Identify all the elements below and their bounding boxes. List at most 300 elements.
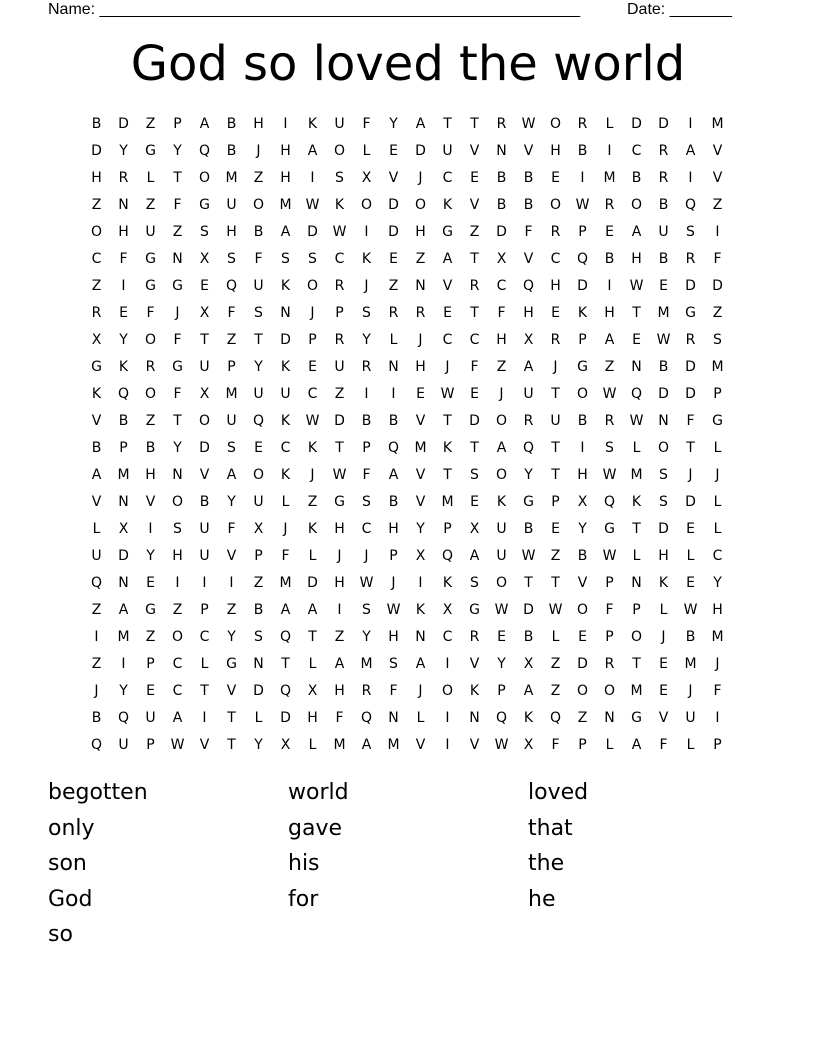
grid-letter: U bbox=[280, 386, 291, 402]
grid-letter: T bbox=[173, 170, 182, 186]
grid-letter: J bbox=[391, 575, 396, 591]
grid-letter: E bbox=[146, 683, 155, 699]
grid-letter: E bbox=[470, 170, 479, 186]
grid-letter: V bbox=[415, 737, 426, 753]
word-bank-item: begotten bbox=[48, 780, 148, 805]
grid-letter: A bbox=[172, 710, 183, 726]
grid-letter: T bbox=[551, 386, 560, 402]
word-bank bbox=[48, 778, 768, 958]
grid-letter: W bbox=[548, 602, 563, 618]
grid-letter: L bbox=[659, 602, 668, 618]
grid-letter: I bbox=[445, 656, 450, 672]
grid-letter: H bbox=[226, 224, 237, 240]
grid-row bbox=[83, 465, 731, 492]
grid-letter: S bbox=[605, 440, 614, 456]
grid-letter: S bbox=[254, 305, 263, 321]
grid-letter: U bbox=[145, 710, 156, 726]
grid-letter: X bbox=[577, 494, 588, 510]
grid-letter: B bbox=[91, 710, 102, 726]
grid-letter: V bbox=[199, 467, 210, 483]
grid-letter: B bbox=[199, 494, 210, 510]
grid-letter: F bbox=[713, 683, 722, 699]
grid-letter: L bbox=[713, 494, 722, 510]
grid-letter: N bbox=[118, 494, 129, 510]
grid-letter: E bbox=[551, 521, 560, 537]
grid-letter: M bbox=[414, 440, 427, 456]
grid-letter: X bbox=[199, 386, 210, 402]
grid-letter: Z bbox=[226, 602, 237, 618]
grid-letter: A bbox=[415, 116, 426, 132]
grid-row bbox=[83, 384, 731, 411]
grid-letter: V bbox=[469, 143, 480, 159]
grid-letter: B bbox=[91, 116, 102, 132]
grid-letter: V bbox=[523, 251, 534, 267]
grid-letter: N bbox=[388, 710, 399, 726]
word-bank-item: God bbox=[48, 886, 93, 912]
grid-letter: H bbox=[496, 332, 507, 348]
grid-letter: N bbox=[658, 413, 669, 429]
grid-letter: F bbox=[362, 116, 371, 132]
grid-letter: Z bbox=[172, 602, 183, 618]
grid-letter: C bbox=[712, 548, 723, 564]
grid-letter: S bbox=[389, 656, 398, 672]
name-line: Name: ______________________________________________________ bbox=[48, 1, 581, 18]
grid-letter: D bbox=[118, 548, 129, 564]
grid-letter: Z bbox=[469, 224, 480, 240]
grid-letter: M bbox=[441, 494, 454, 510]
grid-letter: R bbox=[118, 170, 129, 186]
word-bank-item: his bbox=[288, 851, 320, 876]
grid-letter: D bbox=[685, 386, 696, 402]
grid-letter: D bbox=[631, 116, 642, 132]
grid-letter: F bbox=[551, 737, 560, 753]
grid-letter: W bbox=[629, 278, 644, 294]
grid-letter: O bbox=[603, 683, 616, 699]
grid-letter: D bbox=[199, 440, 210, 456]
grid-letter: B bbox=[577, 413, 588, 429]
grid-letter: A bbox=[118, 602, 129, 618]
grid-letter: O bbox=[90, 224, 103, 240]
grid-letter: C bbox=[361, 521, 372, 537]
grid-letter: S bbox=[335, 170, 344, 186]
grid-letter: B bbox=[388, 494, 399, 510]
grid-letter: V bbox=[91, 413, 102, 429]
grid-letter: W bbox=[386, 602, 401, 618]
grid-letter: S bbox=[659, 494, 668, 510]
grid-letter: M bbox=[333, 737, 346, 753]
grid-letter: M bbox=[360, 656, 373, 672]
grid-letter: Q bbox=[522, 440, 535, 456]
grid-letter: Z bbox=[577, 710, 588, 726]
grid-letter: I bbox=[202, 575, 207, 591]
grid-letter: P bbox=[443, 521, 452, 537]
grid-letter: O bbox=[360, 197, 373, 213]
grid-letter: Y bbox=[389, 116, 398, 132]
grid-letter: H bbox=[334, 521, 345, 537]
grid-letter: Z bbox=[334, 386, 345, 402]
grid-letter: A bbox=[685, 143, 696, 159]
grid-letter: L bbox=[605, 116, 614, 132]
grid-letter: V bbox=[226, 548, 237, 564]
grid-letter: T bbox=[443, 467, 452, 483]
grid-letter: A bbox=[388, 467, 399, 483]
grid-letter: Z bbox=[253, 170, 264, 186]
grid-letter: Q bbox=[279, 683, 292, 699]
grid-letter: J bbox=[499, 386, 504, 402]
grid-letter: F bbox=[173, 197, 182, 213]
grid-letter: Y bbox=[578, 521, 587, 537]
grid-letter: G bbox=[685, 305, 696, 321]
grid-letter: O bbox=[306, 278, 319, 294]
grid-letter: U bbox=[496, 548, 507, 564]
grid-letter: V bbox=[523, 143, 534, 159]
grid-letter: L bbox=[308, 548, 317, 564]
grid-letter: J bbox=[688, 467, 693, 483]
grid-letter: Q bbox=[522, 278, 535, 294]
grid-letter: K bbox=[307, 116, 318, 132]
grid-letter: M bbox=[711, 629, 724, 645]
grid-letter: E bbox=[200, 278, 209, 294]
grid-letter: X bbox=[307, 683, 318, 699]
grid-letter: U bbox=[550, 413, 561, 429]
grid-letter: E bbox=[119, 305, 128, 321]
grid-letter: R bbox=[685, 332, 696, 348]
grid-letter: N bbox=[604, 710, 615, 726]
grid-letter: W bbox=[170, 737, 185, 753]
grid-letter: F bbox=[389, 683, 398, 699]
grid-letter: F bbox=[254, 251, 263, 267]
grid-letter: D bbox=[469, 413, 480, 429]
grid-letter: P bbox=[254, 548, 263, 564]
grid-letter: I bbox=[391, 386, 396, 402]
grid-letter: Y bbox=[173, 440, 182, 456]
grid-letter: S bbox=[713, 332, 722, 348]
word-bank-item: gave bbox=[288, 815, 343, 841]
grid-letter: P bbox=[119, 440, 128, 456]
grid-letter: E bbox=[659, 278, 668, 294]
grid-letter: K bbox=[118, 359, 129, 375]
grid-letter: U bbox=[199, 548, 210, 564]
grid-letter: G bbox=[91, 359, 102, 375]
grid-letter: J bbox=[418, 170, 423, 186]
grid-letter: B bbox=[631, 170, 642, 186]
word-search-grid bbox=[83, 114, 731, 762]
grid-letter: D bbox=[577, 278, 588, 294]
grid-letter: C bbox=[442, 170, 453, 186]
grid-letter: G bbox=[172, 278, 183, 294]
grid-letter: R bbox=[604, 197, 615, 213]
grid-letter: B bbox=[658, 197, 669, 213]
grid-letter: S bbox=[173, 521, 182, 537]
grid-letter: Q bbox=[360, 710, 373, 726]
grid-letter: N bbox=[631, 575, 642, 591]
grid-letter: R bbox=[415, 305, 426, 321]
grid-letter: J bbox=[310, 305, 315, 321]
grid-letter: A bbox=[604, 332, 615, 348]
grid-letter: K bbox=[361, 251, 372, 267]
grid-letter: B bbox=[91, 440, 102, 456]
grid-letter: J bbox=[283, 521, 288, 537]
grid-letter: T bbox=[200, 683, 209, 699]
grid-letter: L bbox=[686, 548, 695, 564]
grid-letter: E bbox=[443, 305, 452, 321]
grid-letter: K bbox=[280, 467, 291, 483]
grid-letter: M bbox=[630, 467, 643, 483]
grid-letter: L bbox=[713, 440, 722, 456]
grid-letter: T bbox=[686, 440, 695, 456]
grid-letter: V bbox=[469, 197, 480, 213]
grid-letter: M bbox=[117, 467, 130, 483]
grid-letter: U bbox=[334, 359, 345, 375]
grid-letter: G bbox=[172, 359, 183, 375]
grid-row bbox=[83, 114, 731, 141]
grid-letter: Q bbox=[90, 737, 103, 753]
grid-letter: R bbox=[658, 143, 669, 159]
grid-letter: H bbox=[415, 359, 426, 375]
grid-letter: H bbox=[280, 143, 291, 159]
grid-letter: Y bbox=[227, 494, 236, 510]
grid-letter: I bbox=[418, 575, 423, 591]
grid-letter: A bbox=[523, 359, 534, 375]
grid-letter: F bbox=[173, 332, 182, 348]
grid-letter: J bbox=[553, 359, 558, 375]
grid-letter: T bbox=[632, 305, 641, 321]
grid-letter: C bbox=[631, 143, 642, 159]
grid-letter: U bbox=[253, 494, 264, 510]
grid-letter: A bbox=[469, 548, 480, 564]
grid-letter: P bbox=[605, 575, 614, 591]
grid-letter: M bbox=[117, 629, 130, 645]
grid-row bbox=[83, 492, 731, 519]
grid-letter: T bbox=[632, 656, 641, 672]
grid-letter: L bbox=[308, 656, 317, 672]
grid-letter: P bbox=[227, 359, 236, 375]
grid-letter: D bbox=[388, 224, 399, 240]
grid-letter: G bbox=[523, 494, 534, 510]
grid-letter: V bbox=[577, 575, 588, 591]
grid-letter: O bbox=[549, 197, 562, 213]
grid-letter: D bbox=[388, 197, 399, 213]
grid-letter: M bbox=[711, 116, 724, 132]
grid-letter: U bbox=[442, 143, 453, 159]
grid-letter: F bbox=[227, 521, 236, 537]
grid-letter: F bbox=[335, 710, 344, 726]
grid-letter: T bbox=[200, 332, 209, 348]
grid-letter: H bbox=[658, 548, 669, 564]
grid-letter: I bbox=[121, 656, 126, 672]
grid-letter: M bbox=[279, 197, 292, 213]
grid-letter: X bbox=[361, 170, 372, 186]
grid-letter: D bbox=[415, 143, 426, 159]
grid-letter: V bbox=[415, 467, 426, 483]
grid-row bbox=[83, 573, 731, 600]
grid-row bbox=[83, 735, 731, 762]
grid-letter: E bbox=[578, 629, 587, 645]
grid-letter: G bbox=[469, 602, 480, 618]
grid-letter: K bbox=[442, 575, 453, 591]
grid-letter: N bbox=[631, 359, 642, 375]
grid-letter: X bbox=[523, 332, 534, 348]
grid-letter: H bbox=[523, 305, 534, 321]
grid-letter: J bbox=[715, 467, 720, 483]
grid-letter: Y bbox=[119, 683, 128, 699]
grid-letter: K bbox=[496, 494, 507, 510]
grid-letter: H bbox=[253, 116, 264, 132]
grid-letter: U bbox=[226, 413, 237, 429]
grid-letter: K bbox=[469, 683, 480, 699]
grid-letter: V bbox=[442, 278, 453, 294]
grid-row bbox=[83, 600, 731, 627]
grid-letter: Z bbox=[712, 305, 723, 321]
grid-letter: M bbox=[279, 575, 292, 591]
word-bank-item: only bbox=[48, 815, 95, 841]
grid-letter: L bbox=[254, 710, 263, 726]
grid-letter: V bbox=[91, 494, 102, 510]
grid-letter: X bbox=[91, 332, 102, 348]
grid-letter: J bbox=[175, 305, 180, 321]
grid-letter: P bbox=[713, 386, 722, 402]
grid-letter: B bbox=[685, 629, 696, 645]
grid-letter: Q bbox=[630, 386, 643, 402]
grid-letter: Q bbox=[576, 251, 589, 267]
grid-letter: W bbox=[602, 548, 617, 564]
grid-letter: S bbox=[362, 494, 371, 510]
grid-letter: B bbox=[361, 413, 372, 429]
grid-letter: K bbox=[334, 197, 345, 213]
grid-row bbox=[83, 708, 731, 735]
grid-letter: X bbox=[280, 737, 291, 753]
grid-letter: B bbox=[523, 521, 534, 537]
grid-letter: Y bbox=[119, 332, 128, 348]
grid-letter: P bbox=[146, 656, 155, 672]
grid-row bbox=[83, 546, 731, 573]
grid-letter: M bbox=[387, 737, 400, 753]
grid-letter: A bbox=[631, 224, 642, 240]
grid-letter: H bbox=[91, 170, 102, 186]
grid-letter: E bbox=[632, 332, 641, 348]
grid-letter: O bbox=[549, 116, 562, 132]
grid-letter: H bbox=[388, 629, 399, 645]
grid-letter: K bbox=[307, 521, 318, 537]
grid-letter: H bbox=[334, 683, 345, 699]
grid-letter: S bbox=[200, 224, 209, 240]
grid-letter: I bbox=[580, 170, 585, 186]
grid-letter: Q bbox=[549, 710, 562, 726]
grid-letter: Z bbox=[415, 251, 426, 267]
grid-letter: E bbox=[389, 143, 398, 159]
grid-letter: H bbox=[631, 251, 642, 267]
grid-letter: Z bbox=[226, 332, 237, 348]
grid-letter: R bbox=[550, 224, 561, 240]
grid-letter: D bbox=[658, 521, 669, 537]
grid-letter: E bbox=[416, 386, 425, 402]
grid-letter: E bbox=[146, 575, 155, 591]
grid-letter: K bbox=[577, 305, 588, 321]
grid-letter: O bbox=[495, 467, 508, 483]
word-bank-item: world bbox=[288, 780, 349, 805]
grid-letter: J bbox=[364, 278, 369, 294]
grid-letter: X bbox=[496, 251, 507, 267]
grid-letter: L bbox=[362, 143, 371, 159]
grid-letter: Z bbox=[307, 494, 318, 510]
grid-letter: R bbox=[145, 359, 156, 375]
grid-letter: P bbox=[605, 629, 614, 645]
grid-letter: H bbox=[118, 224, 129, 240]
grid-letter: I bbox=[283, 116, 288, 132]
grid-letter: H bbox=[712, 602, 723, 618]
grid-letter: R bbox=[550, 332, 561, 348]
grid-letter: Z bbox=[172, 224, 183, 240]
grid-letter: Q bbox=[279, 629, 292, 645]
grid-letter: B bbox=[118, 413, 129, 429]
grid-letter: F bbox=[524, 224, 533, 240]
grid-letter: B bbox=[604, 251, 615, 267]
grid-letter: O bbox=[252, 467, 265, 483]
grid-letter: H bbox=[145, 467, 156, 483]
grid-letter: W bbox=[521, 548, 536, 564]
grid-letter: Z bbox=[496, 359, 507, 375]
grid-letter: F bbox=[362, 467, 371, 483]
grid-letter: I bbox=[607, 143, 612, 159]
grid-letter: T bbox=[551, 575, 560, 591]
grid-letter: W bbox=[602, 386, 617, 402]
grid-letter: X bbox=[415, 548, 426, 564]
grid-letter: V bbox=[712, 170, 723, 186]
grid-letter: Y bbox=[524, 467, 533, 483]
grid-letter: C bbox=[469, 332, 480, 348]
grid-letter: G bbox=[442, 224, 453, 240]
grid-letter: X bbox=[199, 305, 210, 321]
grid-letter: A bbox=[226, 467, 237, 483]
grid-letter: U bbox=[523, 386, 534, 402]
grid-letter: A bbox=[307, 143, 318, 159]
grid-letter: G bbox=[604, 521, 615, 537]
grid-letter: R bbox=[496, 116, 507, 132]
grid-letter: S bbox=[362, 602, 371, 618]
grid-letter: D bbox=[118, 116, 129, 132]
grid-letter: Z bbox=[145, 413, 156, 429]
grid-letter: O bbox=[576, 386, 589, 402]
grid-letter: J bbox=[418, 683, 423, 699]
grid-row bbox=[83, 357, 731, 384]
grid-letter: M bbox=[603, 170, 616, 186]
grid-letter: I bbox=[688, 170, 693, 186]
grid-letter: L bbox=[200, 656, 209, 672]
grid-letter: T bbox=[551, 440, 560, 456]
grid-letter: C bbox=[307, 386, 318, 402]
grid-letter: G bbox=[199, 197, 210, 213]
grid-letter: M bbox=[657, 305, 670, 321]
grid-letter: S bbox=[227, 440, 236, 456]
grid-letter: E bbox=[686, 521, 695, 537]
grid-letter: N bbox=[118, 575, 129, 591]
grid-letter: Q bbox=[495, 710, 508, 726]
grid-letter: F bbox=[173, 386, 182, 402]
grid-letter: H bbox=[415, 224, 426, 240]
grid-letter: I bbox=[337, 602, 342, 618]
grid-row bbox=[83, 411, 731, 438]
grid-letter: P bbox=[362, 440, 371, 456]
grid-letter: M bbox=[630, 683, 643, 699]
grid-letter: B bbox=[523, 170, 534, 186]
grid-letter: N bbox=[469, 710, 480, 726]
grid-letter: D bbox=[307, 224, 318, 240]
grid-letter: B bbox=[523, 629, 534, 645]
grid-letter: J bbox=[688, 683, 693, 699]
grid-letter: L bbox=[632, 440, 641, 456]
grid-letter: Z bbox=[388, 278, 399, 294]
grid-letter: Z bbox=[91, 656, 102, 672]
